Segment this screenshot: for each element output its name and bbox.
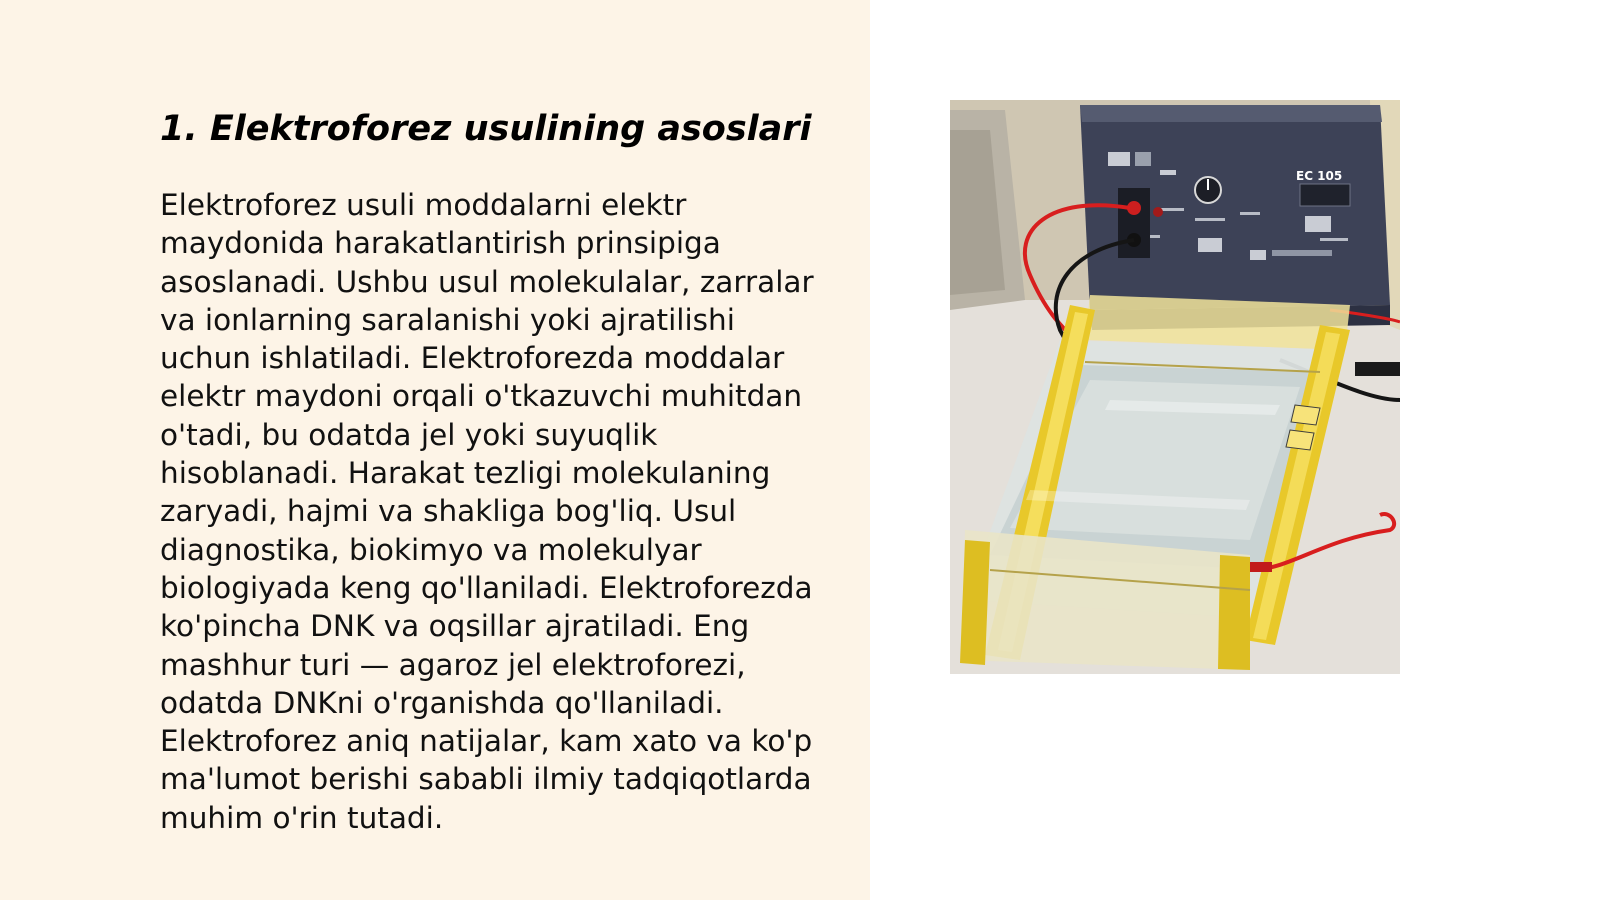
slide-body-text: Elektroforez usuli moddalarni elektr maydonida harakatlantirish prinsipiga asoslanadi. Ushbu usul molekulalar, zarralar va ionlarning saralanishi yoki ajratilishi uchun ishlatiladi. Elektroforezda moddalar elektr maydoni orqali o'tkazuvchi muhitdan o'tadi, bu odatda jel yoki suyuqlik hisoblanadi. Harakat tezligi molekulaning zaryadi, hajmi va shakliga bog'liq. Usul diagnostika, biokimyo va molekulyar biologiyada keng qo'llaniladi. Elektroforezda ko'pincha DNK va oqsillar ajratiladi. Eng mashhur turi — agaroz jel elektroforezi, odatda DNKni o'rganishda qo'llaniladi. Elektroforez aniq natijalar, kam xato va ko'p ma'lumot berishi sababli ilmiy tadqiqotlarda muhim o'rin tutadi. bbox=[160, 188, 814, 835]
power-supply bbox=[1080, 105, 1390, 330]
electrophoresis-apparatus-photo bbox=[950, 100, 1400, 674]
power-supply-model-label: EC 105 bbox=[1296, 169, 1343, 183]
slide-title: 1. Elektroforez usulining asoslari bbox=[160, 109, 812, 149]
